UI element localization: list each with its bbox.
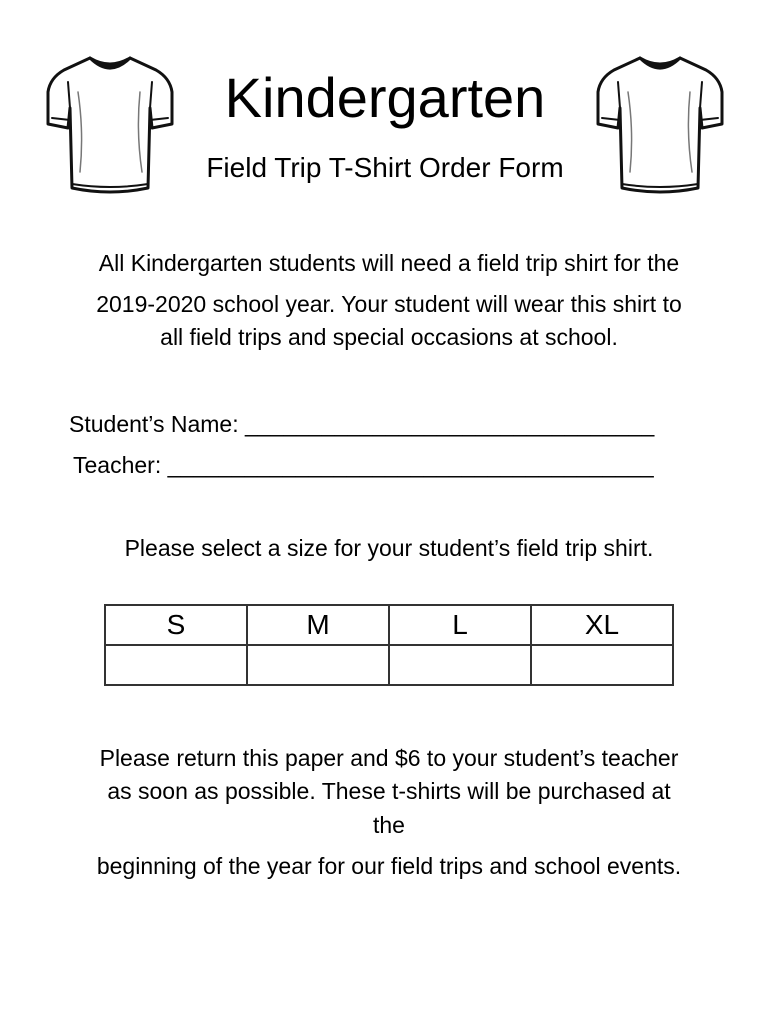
return-note-line: Please return this paper and $6 to your student’s teacher <box>99 745 679 771</box>
page-subtitle: Field Trip T-Shirt Order Form <box>206 152 564 183</box>
intro-text-line: All Kindergarten students will need a field trip shirt for the <box>98 250 680 276</box>
size-label-l: L <box>389 605 531 645</box>
intro-text-line: 2019-2020 school year. Your student will wear this shirt to <box>96 291 682 317</box>
size-choice-cell-l[interactable] <box>389 645 531 685</box>
intro-text-line: all field trips and special occasions at school. <box>160 324 618 350</box>
return-note-line: beginning of the year for our field trips and school events. <box>96 853 682 879</box>
size-prompt: Please select a size for your student’s field trip shirt. <box>124 535 654 561</box>
size-label-s: S <box>105 605 247 645</box>
teacher-field[interactable]: Teacher: ______________________________________ <box>73 452 654 478</box>
size-label-m: M <box>247 605 389 645</box>
size-choice-cell-m[interactable] <box>247 645 389 685</box>
size-choice-row <box>105 645 673 685</box>
size-choice-cell-s[interactable] <box>105 645 247 685</box>
size-header-row <box>105 605 673 645</box>
size-selection-table <box>104 604 674 686</box>
return-note-line: the <box>373 812 405 838</box>
return-note-line: as soon as possible. These t-shirts will be purchased at <box>107 778 671 804</box>
size-label-xl: XL <box>531 605 673 645</box>
page-title: Kindergarten <box>224 66 546 129</box>
student-name-field[interactable]: Student’s Name: ________________________________ <box>69 411 655 437</box>
size-choice-cell-xl[interactable] <box>531 645 673 685</box>
